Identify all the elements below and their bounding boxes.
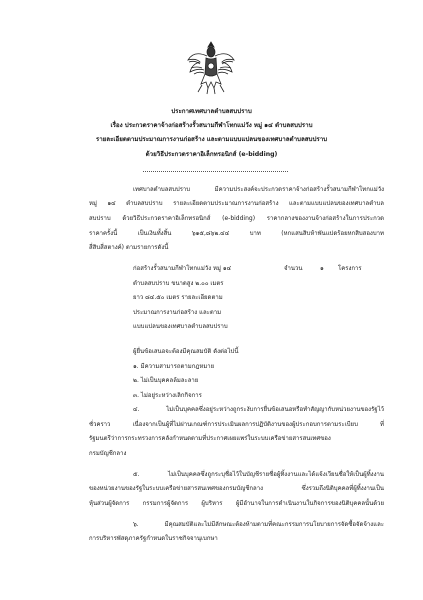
qualification-line: ชั่วคราว เนื่องจากเป็นผู้ที่ไม่ผ่านเกณฑ์การประเมินผลการปฏิบัติงานของผู้ประกอบการตามระเบียบ ที่	[89, 421, 384, 428]
qualification-item: ๔. ไม่เป็นบุคคลซึ่งอยู่ระหว่างถูกระงับการยื่นข้อเสนอหรือทำสัญญากับหน่วยงานของรัฐไว้	[133, 406, 384, 413]
announcement-subject: เรื่อง ประกวดราคาจ้างก่อสร้างรั้วสนามกีฬาโทกแม่วัง หมู่ ๑๔ ตำบลสบปราบ	[110, 122, 313, 129]
qualification-item: ๑. มีความสามารถตามกฎหมาย	[133, 363, 215, 370]
qualification-intro: ผู้ยื่นข้อเสนอจะต้องมีคุณสมบัติ ดังต่อไปนี้	[133, 348, 239, 355]
item-detail-line: ยาว ๘๔.๕๐ เมตร รายละเอียดตาม	[133, 294, 223, 301]
qualification-line: หุ้นส่วนผู้จัดการ กรรมการผู้จัดการ ผู้บริหาร ผู้มีอำนาจในการดำเนินงานในกิจการของนิติบุคคลนั้นด้วย	[89, 500, 384, 507]
paragraph-line: สบปราบ ด้วยวิธีประกวดราคาอิเล็กทรอนิกส์ (e-bidding) ราคากลางของงานจ้างก่อสร้างในการประกวด	[89, 215, 384, 222]
qualification-item: ๒. ไม่เป็นบุคคลล้มละลาย	[133, 377, 199, 384]
qualification-item: ๖. มีคุณสมบัติและไม่มีลักษณะต้องห้ามตามที่คณะกรรมการนโยบายการจัดซื้อจัดจ้างและ	[133, 521, 384, 528]
item-detail-line: ตำบลสบปราบ ขนาดสูง ๒.๐๐ เมตร	[133, 280, 224, 287]
garuda-emblem-icon	[186, 38, 236, 96]
announcement-method-line: ด้วยวิธีประกวดราคาอิเล็กทรอนิกส์ (e-bidding)	[145, 151, 278, 158]
paragraph-line: หมู่ ๑๔ ตำบลสบปราบ รายละเอียดตามประมาณการงานก่อสร้าง และตามแบบแปลนของเทศบาลตำบล	[89, 200, 384, 207]
qualification-item: ๓. ไม่อยู่ระหว่างเลิกกิจการ	[133, 392, 202, 399]
paragraph-line: สี่สิบสี่สตางค์) ตามรายการดังนี้	[89, 244, 169, 251]
item-unit: โครงการ	[338, 265, 362, 272]
qualification-line: การบริหารพัสดุภาครัฐกำหนดในราชกิจจานุเบกษา	[89, 535, 218, 542]
qualification-line: รัฐมนตรีว่าการกระทรวงการคลังกำหนดตามที่ประกาศเผยแพร่ในระบบเครือข่ายสารสนเทศของ	[89, 435, 331, 442]
item-name: ก่อสร้างรั้วสนามกีฬาโทกแม่วัง หมู่ ๑๔	[133, 265, 232, 272]
qualification-line: ของหน่วยงานของรัฐในระบบเครือข่ายสารสนเทศของกรมบัญชีกลาง ซึ่งรวมถึงนิติบุคคลที่ผู้ทิ้งงานเป็น	[89, 485, 384, 492]
announcement-detail-line: รายละเอียดตามประมาณการงานก่อสร้าง และตามแบบแปลนของเทศบาลตำบลสบปราบ	[95, 136, 328, 143]
paragraph-line: ราคาครั้งนี้ เป็นเงินทั้งสิ้น ๖๑๕,๘๖๒.๔๔ บาท (หกแสนสิบห้าพันแปดร้อยหกสิบสองบาท	[89, 230, 384, 237]
item-qty-label: จำนวน	[284, 265, 303, 272]
qualification-item: ๕. ไม่เป็นบุคคลซึ่งถูกระบุชื่อไว้ในบัญชีรายชื่อผู้ทิ้งงานและได้แจ้งเวียนชื่อให้เป็นผู้ทิ้งงาน	[133, 471, 384, 478]
header-divider	[143, 171, 288, 172]
announcement-title: ประกาศเทศบาลตำบลสบปราบ	[171, 108, 252, 115]
item-detail-line: ประมาณการงานก่อสร้าง และตาม	[133, 309, 222, 316]
qualification-line: กรมบัญชีกลาง	[89, 450, 127, 457]
item-qty: ๑	[320, 265, 324, 272]
paragraph-line: เทศบาลตำบลสบปราบ มีความประสงค์จะประกวดราคาจ้างก่อสร้างรั้วสนามกีฬาโทกแม่วัง	[133, 186, 384, 193]
item-detail-line: แบบแปลนของเทศบาลตำบลสบปราบ	[133, 323, 228, 330]
